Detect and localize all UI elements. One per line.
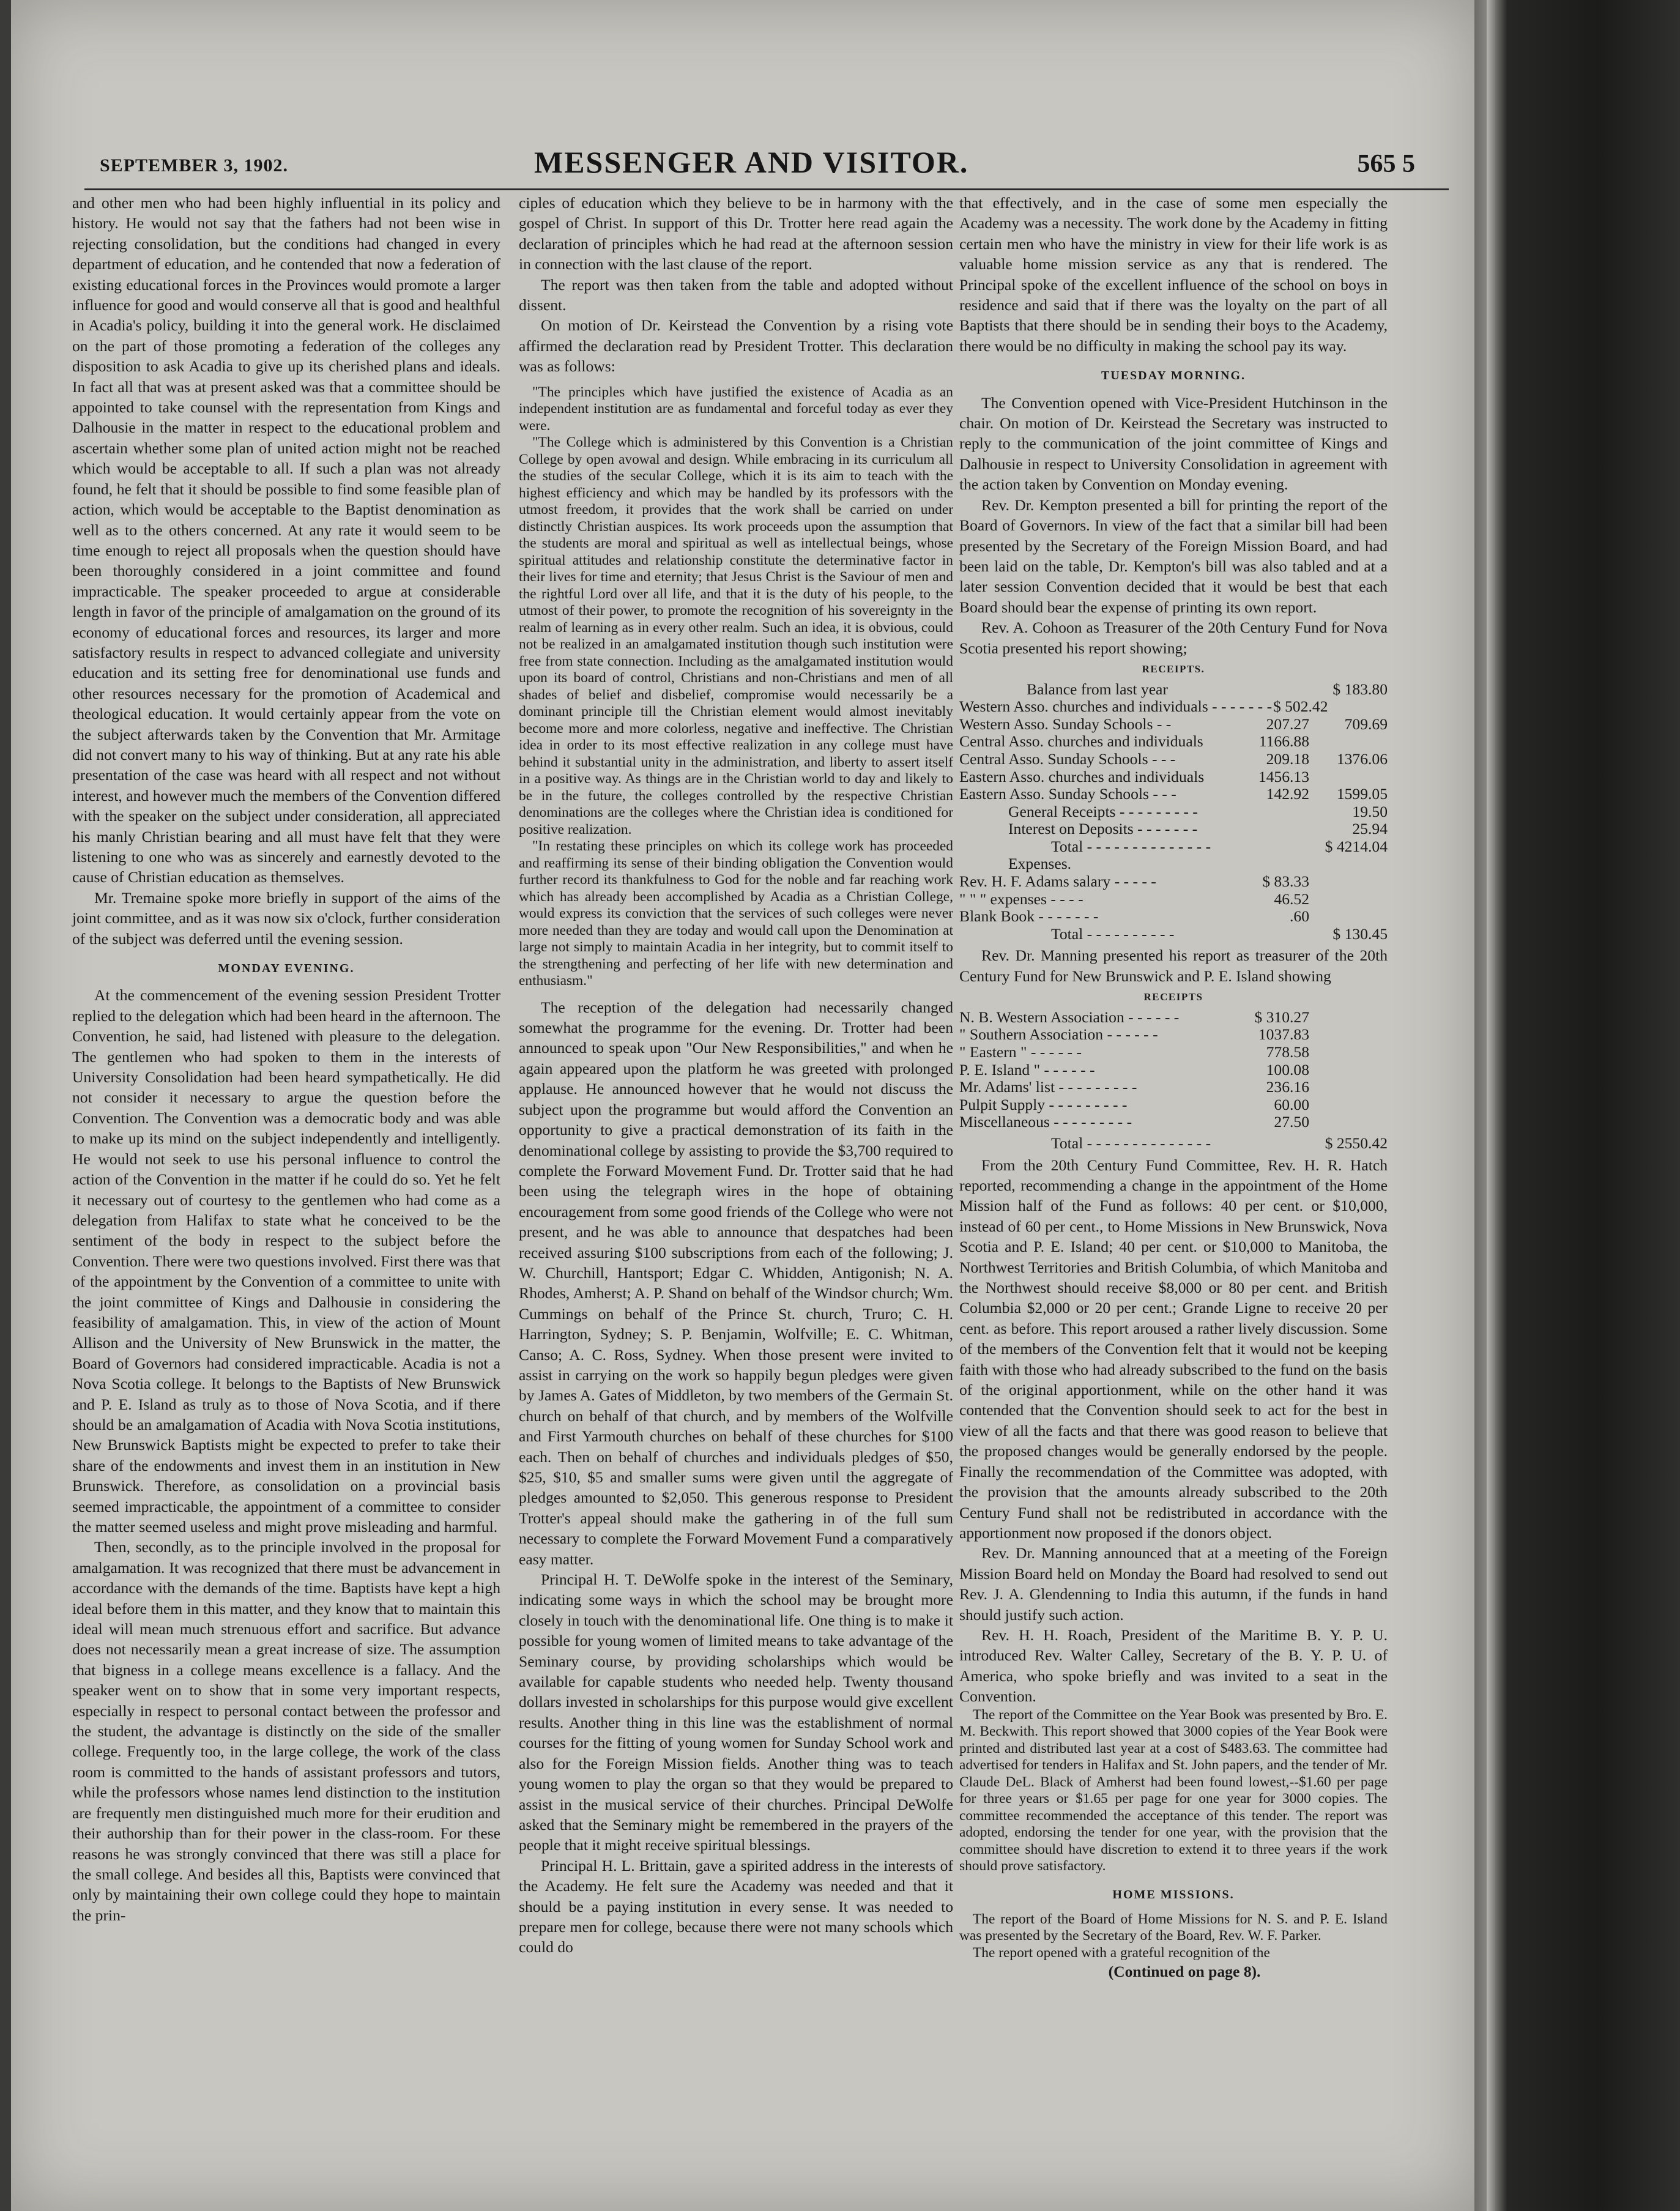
quote-paragraph: "In restating these principles on which its college work has proceeded and reaffirming its sense of their binding obligation the Convention would further record its thankfulness to God for the noble and far reaching work which has already been accomplished by Acadia as a Christian College, would express its conviction that the services of such colleges were never more needed than they are today and would call upon the Denomination at large not simply to maintain Acadia in her integrity, but to commit itself to the strengthening and perfecting of her life with new determination and enthusiasm." [519,838,953,989]
table-row [959,768,1388,786]
row-amount: 100.08 [1266,1060,1309,1079]
section-heading-tuesday-morning: TUESDAY MORNING. [1101,369,1246,383]
book-binding-edge [1474,0,1680,2211]
paragraph: From the 20th Century Fund Committee, Rev. H. R. Hatch reported, recommending a change in the appointment of the Home Mission half of the Fund as follows: 40 per cent. or $10,000, instead of 60 per cent., to Home Missions in New Brunswick, Nova Scotia and P. E. Island; 40 per cent. or $10,000 to Manitoba, the Northwest Territories and British Columbia, of which Manitoba and the Northwest should receive $8,000 or 80 per cent. and British Columbia $2,000 or 20 per cent.; Grande Ligne to receive 20 per cent. as before. This report aroused a rather lively discussion. Some of the members of the Convention felt that it would not be keeping faith with those who had already subscribed to the fund on the basis of the original apportionment, while on the other hand it was contended that the Convention should seek to act for the best in view of all the facts and that there was good reason to believe that the proposed changes would be generally endorsed by the people. Finally the recommendation of the Committee was adopted, with the provision that the amounts already subscribed to the 20th Century Fund shall not be redistributed in accordance with the apportionment now proposed if the donors object. [959,1156,1388,1542]
nb-receipts-total: Total - - - - - - - - - - - - - - $ 2550.42 [1051,1134,1388,1152]
table-row [959,1096,1388,1114]
row-label: Eastern Asso. Sunday Schools - - - [959,785,1176,803]
table-row [959,716,1388,734]
masthead-title: MESSENGER AND VISITOR. [534,145,969,179]
row-label: " Southern Association - - - - - - [959,1025,1158,1044]
table-row [959,1026,1388,1044]
page-edge [1487,0,1495,2211]
table-row [959,803,1388,821]
table-row [959,891,1388,909]
row-label: N. B. Western Association - - - - - - [959,1008,1180,1026]
row-amount: 60.00 [1274,1095,1309,1113]
declaration-quote [519,384,953,990]
row-label: Western Asso. Sunday Schools - - [959,715,1172,733]
column-3 [959,193,1388,1982]
row-subtotal [1309,733,1388,751]
table-row [959,1009,1388,1027]
paragraph: and other men who had been highly influential in its policy and history. He would not say that the fathers had not been wise in rejecting consolidation, but the conditions had changed in every department of education, and he contended that now a federation of existing educational forces in the Provinces would promote a larger influence for good and would conserve all that is good and healthful in Acadia's policy, building it into the general work. He disclaimed on the part of those promoting a federation of the colleges any disposition to ask Acadia to give up its cherished plans and ideals. In fact all that was at present asked was that a committee should be appointed to take counsel with the representation from Kings and Dalhousie in the matter in respect to the educational problem and ascertain whether some plan of united action might not be reached which would be acceptable to all. If such a plan was not already found, he felt that it should be possible to find some feasible plan of action, which would be acceptable to the Baptist denomination as well as to the others concerned. At any rate it would seem to be time enough to reject all proposals when the question should have been thoroughly considered in a joint committee and found impracticable. The speaker proceeded to argue at considerable length in favor of the principle of amalgamation on the ground of its economy of educational forces and resources, its larger and more satisfactory results in respect to advanced collegiate and university education and its setting free for denominational use funds and other resources necessary for the promotion of Academical and theological education. It would certainly appear from the vote on the subject afterwards taken by the Convention that Mr. Armitage did not convert many to his way of thinking. But at any rate his able presentation of the case was heard with all respect and not without interest, and however much the members of the Convention differed with the speaker on the subject under consideration, all appreciated his manly Christian bearing and all must have felt that they were listening to one who was as sincerely and earnestly devoted to the cause of Christian education as themselves. [72,194,500,886]
paragraph: On motion of Dr. Keirstead the Convention by a rising vote affirmed the declaration read by President Trotter. This declaration was as follows: [519,316,953,376]
row-amount: 1037.83 [1258,1025,1309,1044]
row-amount [1236,803,1309,821]
table-row [959,908,1388,926]
nb-fund-statement [959,989,1388,1152]
row-amount: 207.27 [1266,715,1309,733]
row-label: Western Asso. churches and individuals - - - - - - - [959,697,1273,716]
row-amount: 209.18 [1266,749,1309,768]
nb-receipts-table [959,1009,1388,1131]
row-subtotal [1309,1061,1388,1079]
expenses-label: Expenses. [1008,855,1072,873]
paragraph: that effectively, and in the case of some men especially the Academy was a necessity. The work done by the Academy in fitting certain men who have the ministry in view for their life work is as valuable home mission service as any that is rendered. The Principal spoke of the excellent influence of the school on boys in residence and said that if there was the loyalty on the part of all Baptists that there should be in sending their boys to the Academy, there would be no difficulty in making the school pay its way. [959,194,1388,355]
table-row [959,873,1388,891]
row-amount: 46.52 [1274,890,1309,908]
row-subtotal: 709.69 [1344,715,1388,733]
ns-expenses-table [959,873,1388,926]
paragraph: The report of the Committee on the Year Book was presented by Bro. E. M. Beckwith. This report showed that 3000 copies of the Year Book were printed and distributed last year at a cost of $483.63. The committee had advertised for tenders in Halifax and St. John papers, and the tender of Mr. Claude DeL. Black of Amherst had been found lowest,--$1.60 per page for three years or $1.65 per page for one year for 3000 copies. The committee recommended the acceptance of this tender. The report was adopted, endorsing the tender for one year, with the provision that the committee should have discretion to extend it to three years if the work should prove satisfactory. [959,1706,1388,1875]
row-amount: $ 83.33 [1262,872,1309,891]
paragraph: The reception of the delegation had necessarily changed somewhat the programme for the evening. Dr. Trotter had been announced to speak upon "Our New Responsibilities," and when he again appeared upon the platform he was greeted with prolonged applause. He announced however that he would not discuss the subject upon the programme but would afford the Convention an opportunity to give a practical demonstration of its faith in the denominational college by assisting to provide the $3,700 required to complete the Forward Movement Fund. Dr. Trotter said that he had been using the telegraph wires in the hope of obtaining encouragement from some good friends of the College who were not present, and he was able to announce that despatches had been received assuring $100 subscriptions from each of the following; J. W. Churchill, Hantsport; Edgar C. Whidden, Antigonish; N. A. Rhodes, Amherst; A. P. Shand on behalf of the Windsor church; Wm. Cummings on behalf of the Prince St. church, Truro; C. H. Harrington, Sydney; S. P. Benjamin, Wolfville; E. C. Whitman, Canso; A. C. Ross, Sydney. When those present were invited to assist in carrying on the work so happily begun pledges were given by James A. Gates of Middleton, by two members of the Germain St. church on behalf of that church, and by members of the Wolfville and First Yarmouth churches on behalf of these churches for $100 each. Then on behalf of churches and individuals pledges of $50, $25, $10, $5 and smaller sums were given until the aggregate of pledges amounted to $2,050. This generous response to President Trotter's appeal should make the gathering in of the full sum necessary to complete the Forward Movement Fund a comparatively easy matter. [519,998,953,1568]
row-label: Miscellaneous - - - - - - - - - [959,1113,1132,1131]
column-2 [519,193,953,1958]
row-subtotal: 25.94 [1352,820,1388,838]
table-row [959,1079,1388,1096]
row-subtotal [1309,1044,1388,1061]
row-subtotal [1309,1113,1388,1131]
section-heading-home-missions: HOME MISSIONS. [1112,1887,1235,1901]
row-amount: 1166.88 [1258,732,1309,751]
row-subtotal [1309,908,1388,926]
row-label: P. E. Island " - - - - - - [959,1060,1095,1079]
section-heading-monday-evening: MONDAY EVENING. [218,962,355,976]
row-amount: 778.58 [1266,1043,1309,1061]
quote-paragraph: "The principles which have justified the existence of Acadia as an independent institution are as fundamental and forceful today as ever they were. [519,384,953,434]
issue-date: SEPTEMBER 3, 1902. [100,155,289,176]
table-row [959,1113,1388,1131]
row-amount: $ 502.42 [1273,697,1328,716]
row-subtotal [1309,1079,1388,1096]
paragraph: The report of the Board of Home Missions for N. S. and P. E. Island was presented by the Secretary of the Board, Rev. W. F. Parker. [959,1911,1388,1944]
row-subtotal: 1376.06 [1336,749,1388,768]
row-amount: 1456.13 [1258,767,1309,786]
ns-expenses-total: Total - - - - - - - - - - $ 130.45 [1051,924,1388,943]
paragraph: Rev. Dr. Manning presented his report as treasurer of the 20th Century Fund for New Brunswick and P. E. Island showing [959,946,1388,985]
row-amount: .60 [1290,907,1309,926]
row-subtotal [1309,1009,1388,1027]
quote-paragraph: "The College which is administered by this Convention is a Christian College by open avowal and design. While embracing in its curriculum all the studies of the secular College, which it is its aim to teach with the highest efficiency and which may be handled by its professors with the utmost freedom, it provides that the work shall be carried on under distinctly Christian auspices. Its work proceeds upon the assumption that the students are moral and spiritual as well as intellectual beings, whose spiritual attitudes and relationship constitute the determinative factor in their lives for time and eternity; that Jesus Christ is the Saviour of men and the rightful Lord over all life, and that it is the duty of his people, to the utmost of their power, to promote the recognition of his sovereignty in the realm of learning as in every other realm. Such an idea, it is obvious, could not be realized in an amalgamated institution though such institution were free from state connection. Including as the amalgamated institution would upon its board of control, Christians and non-Christians and men of all shades of belief and disbelief, compromise would necessarily be a dominant principle till the Christian element would almost inevitably become more and more colorless, negative and ineffective. The Christian idea in order to its most effective realization in any college must have behind it substantial unity in the administration, and liberty to assert itself in a positive way. As things are in the Christian world to day and likely to be in the future, the colleges controlled by the respective Christian denominations are the colleges where the Christian idea is conditioned for positive realization. [519,434,953,838]
table-row [959,698,1388,716]
row-subtotal [1309,768,1388,786]
row-subtotal: 1599.05 [1336,785,1388,803]
paragraph: Principal H. T. DeWolfe spoke in the interest of the Seminary, indicating some ways in which the school may be brought more closely in touch with the denominational life. One thing is to make it possible for young women of limited means to take advantage of the Seminary course, by providing scholarships which would be available for capable students who needed help. Twenty thousand dollars invested in scholarships for this purpose would give excellent results. Another thing in this line was the establishment of normal courses for the fitting of young women for Sunday School work and also for the Foreign Mission fields. Another thing was to teach young women to play the organ so that they would be prepared to assist in the musical service of their churches. Principal DeWolfe asked that the Seminary might be remembered in the prayers of the people that it might receive spiritual blessings. [519,1570,953,1854]
paragraph: The report was then taken from the table and adopted without dissent. [519,275,953,314]
paragraph: The Convention opened with Vice-President Hutchinson in the chair. On motion of Dr. Keirstead the Secretary was instructed to reply to the communication of the joint committee of Kings and Dalhousie in respect to University Consolidation in agreement with the action taken by Convention on Monday evening. [959,393,1388,494]
row-label: Central Asso. churches and individuals [959,732,1203,751]
paragraph: ciples of education which they believe to be in harmony with the gospel of Christ. In support of this Dr. Trotter here read again the declaration of principles which he had read at the afternoon session in connection with the last clause of the report. [519,194,953,273]
row-label: " Eastern " - - - - - - [959,1043,1082,1061]
paragraph: Rev. A. Cohoon as Treasurer of the 20th Century Fund for Nova Scotia presented his report showing; [959,619,1388,657]
table-row [959,733,1388,751]
header-rule [84,188,1449,190]
row-subtotal [1309,1096,1388,1114]
row-label: Blank Book - - - - - - - [959,907,1099,926]
row-amount: $ 310.27 [1254,1008,1309,1026]
receipts-label: RECEIPTS [1143,991,1203,1003]
row-subtotal [1309,873,1388,891]
ns-fund-statement [959,661,1388,943]
row-amount [1236,681,1309,699]
page-number: 565 5 [1357,150,1415,178]
table-row [959,820,1388,838]
ns-receipts-table [959,681,1388,838]
row-amount: 142.92 [1266,785,1309,803]
row-amount [1236,820,1309,838]
row-label: Rev. H. F. Adams salary - - - - - [959,872,1156,891]
row-label: Central Asso. Sunday Schools - - - [959,749,1176,768]
paragraph: Then, secondly, as to the principle involved in the proposal for amalgamation. It was recognized that there must be advancement in accordance with the demands of the time. Baptists have kept a high ideal before them in this matter, and they know that to maintain this ideal will mean much strenuous effort and sacrifice. But advance does not necessarily mean a great increase of size. The assumption that bigness in a college means excellence is a fallacy. And the speaker went on to show that in some very important respects, especially in respect to personal contact between the professor and the student, the advantage is distinctly on the side of the smaller college. Frequently too, in the large college, the work of the class room is committed to the hands of assistant professors and tutors, while the professors whose names lend distinction to the institution are frequently men distinguished much more for their erudition and their authorship than for their power in the class-room. For these reasons he was strongly convinced that there was still a place for the small college. And besides all this, Baptists were convinced that only by maintaining their own college could they hope to maintain the prin- [72,1538,500,1924]
table-row [959,1044,1388,1061]
paragraph: Rev. H. H. Roach, President of the Maritime B. Y. P. U. introduced Rev. Walter Calley, Secretary of the B. Y. P. U. of America, who spoke briefly and was invited to a seat in the Convention. [959,1626,1388,1706]
row-subtotal: $ 183.80 [1332,680,1388,698]
paragraph: Rev. Dr. Kempton presented a bill for printing the report of the Board of Governors. In view of the fact that a similar bill had been presented by the Secretary of the Foreign Mission Board, and had been laid on the table, Dr. Kempton's bill was also tabled and at a later session Convention decided that it would be best that each Board should bear the expense of printing its own report. [959,496,1388,616]
paragraph: Principal H. L. Brittain, gave a spirited address in the interests of the Academy. He felt sure the Academy was needed and that it should be a paying institution in every sense. It was needed to prepare men for college, because there were not many schools which could do [519,1856,953,1956]
row-label: Interest on Deposits - - - - - - - [1008,820,1198,838]
row-amount: 236.16 [1266,1078,1309,1096]
row-subtotal [1328,698,1388,716]
row-subtotal: 19.50 [1352,802,1388,820]
continued-note: (Continued on page 8). [1108,1963,1261,1981]
table-row [959,1061,1388,1079]
newspaper-page [11,0,1474,2211]
row-subtotal [1309,891,1388,909]
paragraph: Mr. Tremaine spoke more briefly in support of the aims of the joint committee, and as it was now six o'clock, further consideration of the subject was deferred until the evening session. [72,888,500,948]
paragraph: Rev. Dr. Manning announced that at a meeting of the Foreign Mission Board held on Monday the Board had resolved to send out Rev. J. A. Glendenning to India this autumn, if the funds in hand should justify such action. [959,1544,1388,1624]
paragraph: At the commencement of the evening session President Trotter replied to the delegation which had been heard in the afternoon. The Convention, he said, had listened with pleasure to the delegation. The gentlemen who had spoken to them in the interests of University Consolidation had been heard sympathetically. He did not consider it necessary to argue the question before the Convention. The Convention was a democratic body and was able to make up its mind on the subject independently and intelligently. He would not seek to use his personal influence to control the action of the Convention in the matter if he could do so. Yet he felt it necessary out of courtesy to the gentlemen who had come as a delegation from Halifax to state what he conceived to be the sentiment of the body in respect to the subject before the Convention. There were two questions involved. First there was that of the appointment by the Convention of a committee to unite with the joint committee of Kings and Dalhousie in considering the feasibility of amalgamation. This, in view of the action of Mount Allison and the University of New Brunswick in the matter, the Board of Governors had considered impracticable. Acadia is not a Nova Scotia college. It belongs to the Baptists of New Brunswick and P. E. Island as truly as to those of Nova Scotia, and if there should be an amalgamation of Acadia with Nova Scotia institutions, New Brunswick Baptists might be expected to prefer to take their share of the endowments and invest them in an institution in New Brunswick. Therefore, as consolidation on a provincial basis seemed impracticable, the appointment of a committee to consider the matter seemed useless and might prove misleading and harmful. [72,986,500,1536]
row-label: Eastern Asso. churches and individuals [959,767,1205,786]
column-1 [72,193,500,1925]
ns-receipts-total: Total - - - - - - - - - - - - - - $ 4214.04 [1051,837,1388,855]
table-row [959,786,1388,803]
table-row [959,751,1388,768]
page-header [100,144,1433,187]
row-label: Balance from last year [1027,680,1168,698]
row-label: Mr. Adams' list - - - - - - - - - [959,1078,1137,1096]
row-amount: 27.50 [1274,1113,1309,1131]
paragraph: The report opened with a grateful recognition of the [973,1944,1270,1961]
receipts-label: RECEIPTS. [1142,663,1205,675]
table-row [959,681,1388,699]
row-label: General Receipts - - - - - - - - - [1008,802,1198,820]
row-subtotal [1309,1026,1388,1044]
row-label: " " " expenses - - - - [959,890,1083,908]
row-label: Pulpit Supply - - - - - - - - - [959,1095,1128,1113]
